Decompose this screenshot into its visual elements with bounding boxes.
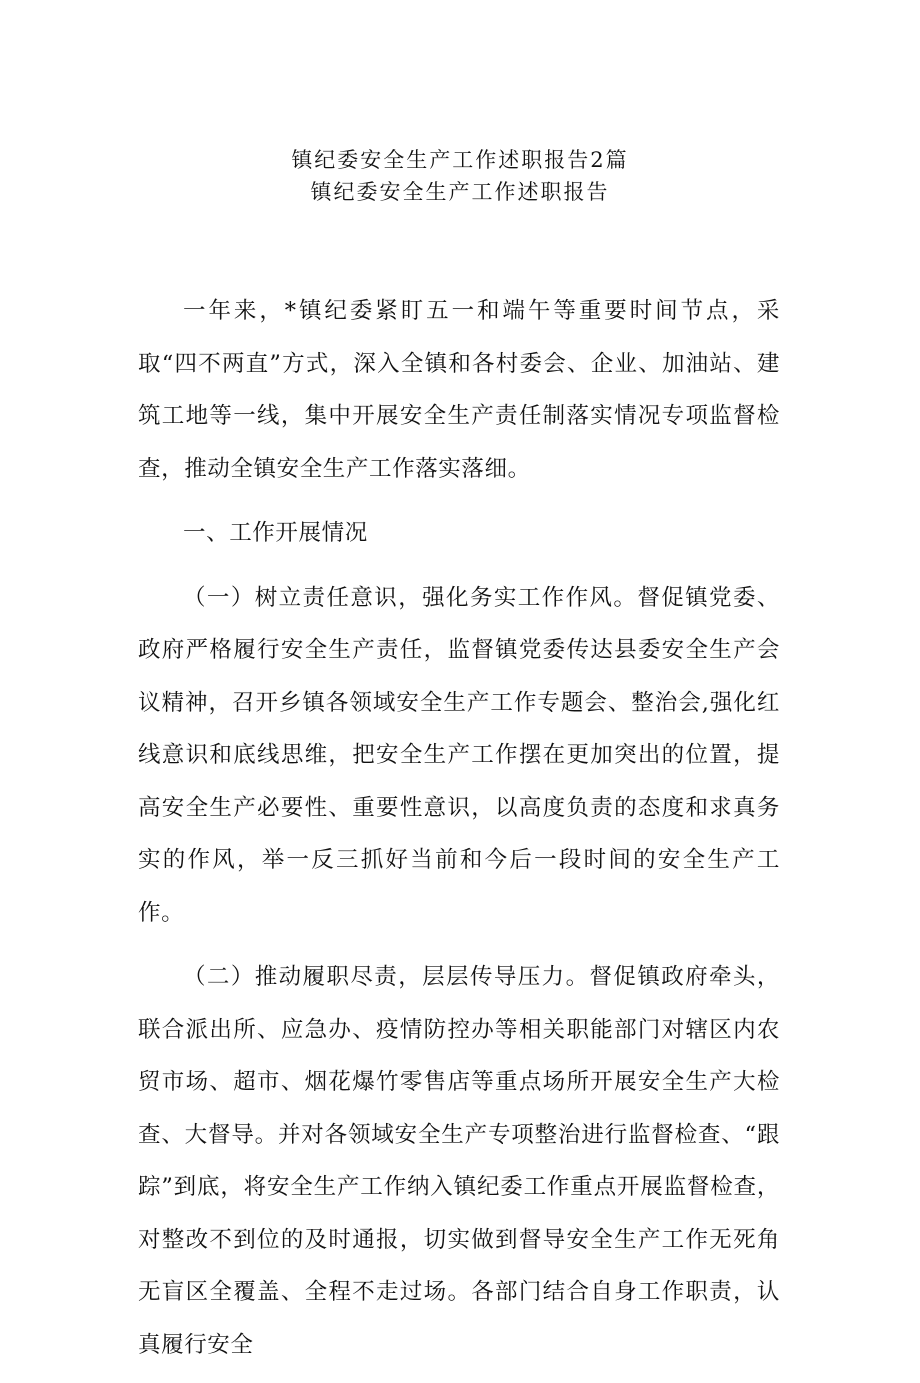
title-line-1: 镇纪委安全生产工作述职报告2篇 — [291, 148, 629, 172]
section-heading: 一、工作开展情况 — [183, 520, 368, 546]
body-paragraph-1: （一）树立责任意识，强化务实工作作风。督促镇党委、政府严格履行安全生产责任，监督镇党委传达县委安全生产会议精神，召开乡镇各领域安全生产工作专题会、整治会,强化红线意识和底线思维，把安全生产工作摆在更加突出的位置，提高安全生产必要性、重要性意识，以高度负责的态度和求真务实的作风，举一反三抓好当前和今后一段时间的安全生产工作。 — [138, 584, 780, 926]
intro-paragraph: 一年来，*镇纪委紧盯五一和端午等重要时间节点，采取“四不两直”方式，深入全镇和各村委会、企业、加油站、建筑工地等一线，集中开展安全生产责任制落实情况专项监督检查，推动全镇安全生产工作落实落细。 — [138, 298, 780, 482]
title-line-2: 镇纪委安全生产工作述职报告 — [310, 180, 610, 204]
body-paragraph-2: （二）推动履职尽责，层层传导压力。督促镇政府牵头，联合派出所、应急办、疫情防控办等相关职能部门对辖区内农贸市场、超市、烟花爆竹零售店等重点场所开展安全生产大检查、大督导。并对各领域安全生产专项整治进行监督检查、“跟踪”到底，将安全生产工作纳入镇纪委工作重点开展监督检查，对整改不到位的及时通报，切实做到督导安全生产工作无死角无盲区全覆盖、全程不走过场。各部门结合自身工作职责，认真履行安全 — [138, 964, 780, 1358]
document-body — [138, 285, 780, 1383]
document-title — [0, 144, 920, 208]
